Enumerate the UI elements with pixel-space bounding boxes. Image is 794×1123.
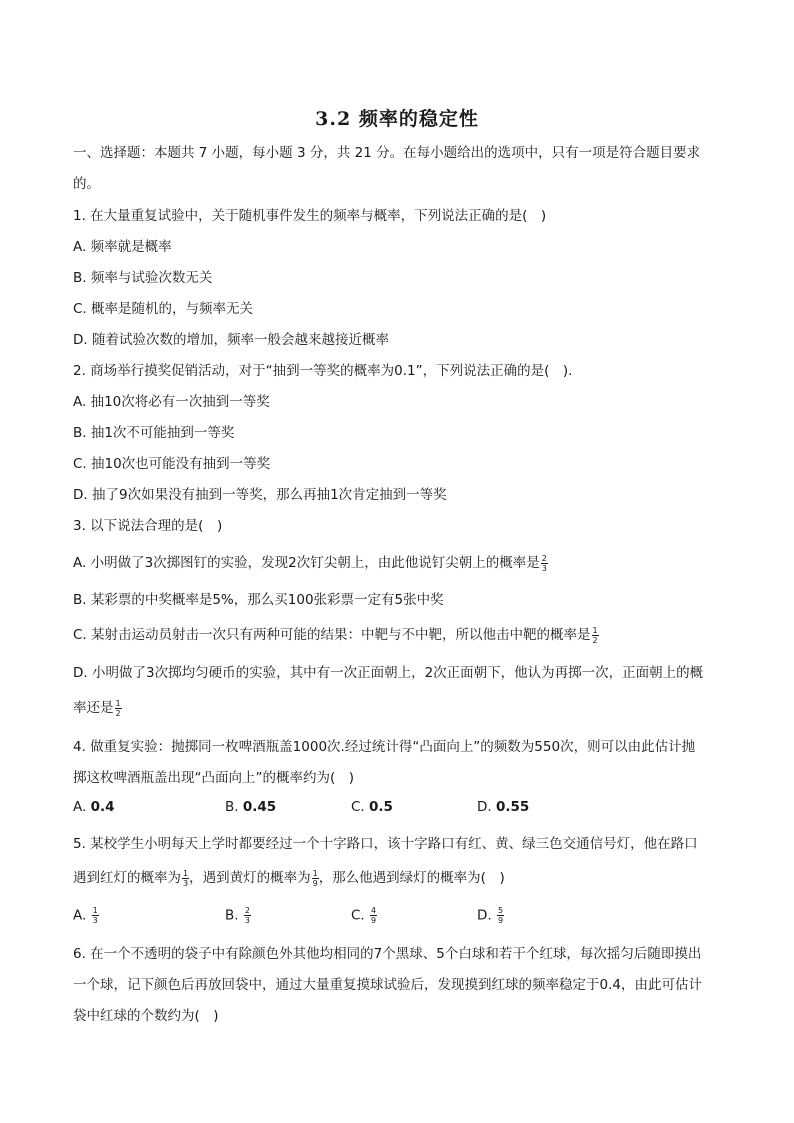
- q1-stem: 1. 在大量重复试验中，关于随机事件发生的频率与概率，下列说法正确的是( ): [73, 208, 547, 224]
- q2-stem: 2. 商场举行摸奖促销活动，对于“抽到一等奖的概率为0.1”，下列说法正确的是( ).: [73, 363, 573, 379]
- fraction: $\frac{1}{9}$: [312, 868, 318, 888]
- q6-stem-cont: 一个球，记下颜色后再放回袋中，通过大量重复摸球试验后，发现摸到红球的频率稳定于0.4，由此可估计: [73, 977, 702, 993]
- q4-options: [73, 799, 723, 821]
- fraction: $\frac{5}{9}$: [497, 906, 504, 925]
- q1-option-b: B. 频率与试验次数无关: [73, 270, 213, 286]
- q4-stem: 4. 做重复实验：抛掷同一枚啤酒瓶盖1000次.经过统计得“凸面向上”的频数为550次，则可以由此估计抛: [73, 739, 696, 755]
- fraction: $\frac{2}{3}$: [541, 553, 547, 573]
- fraction: $\frac{1}{3}$: [183, 868, 189, 888]
- q4-option-d: D. 0.55: [477, 799, 530, 815]
- q5-stem-cont: 遇到红灯的概率为 $\frac{1}{3}$ ，遇到黄灯的概率为 $\frac{1}{9}$ ，那么他遇到绿灯的概率为( ): [73, 868, 505, 888]
- q2-option-c: C. 抽10次也可能没有抽到一等奖: [73, 456, 271, 472]
- q5-option-b: B. $\frac{2}{3}$: [225, 906, 250, 925]
- q5-options: [73, 906, 723, 928]
- q2-option-b: B. 抽1次不可能抽到一等奖: [73, 425, 235, 441]
- q2-option-d: D. 抽了9次如果没有抽到一等奖，那么再抽1次肯定抽到一等奖: [73, 487, 447, 503]
- q4-option-a: A. 0.4: [73, 799, 115, 815]
- q1-option-a: A. 频率就是概率: [73, 239, 172, 255]
- q1-option-c: C. 概率是随机的，与频率无关: [73, 301, 254, 317]
- q3-option-d: D. 小明做了3次掷均匀硬币的实验，其中有一次正面朝上，2次正面朝下，他认为再掷一次，正面朝上的概: [73, 665, 704, 681]
- q3-option-a-text: A. 小明做了3次掷图钉的实验，发现2次钉尖朝上，由此他说钉尖朝上的概率是: [73, 555, 540, 571]
- q5-stem: 5. 某校学生小明每天上学时都要经过一个十字路口，该十字路口有红、黄、绿三色交通信号灯，他在路口: [73, 836, 698, 852]
- q3-option-a: [73, 553, 723, 573]
- page-title: 3.2 频率的稳定性: [315, 108, 479, 130]
- section-instructions-cont: 的。: [73, 176, 100, 192]
- fraction: $\frac{2}{3}$: [244, 906, 250, 925]
- q5-option-c: C. $\frac{4}{9}$: [351, 906, 377, 925]
- q4-stem-cont: 掷这枚啤酒瓶盖出现“凸面向上”的概率约为( ): [73, 770, 355, 786]
- fraction: $\frac{1}{2}$: [592, 625, 598, 645]
- q2-option-a: A. 抽10次将必有一次抽到一等奖: [73, 394, 270, 410]
- section-instructions: 一、选择题：本题共 7 小题，每小题 3 分，共 21 分。在每小题给出的选项中，只有一项是符合题目要求: [73, 145, 701, 161]
- q3-option-c: [73, 625, 723, 645]
- q6-stem-cont-2: 袋中红球的个数约为( ): [73, 1008, 219, 1024]
- fraction: $\frac{4}{9}$: [371, 906, 377, 925]
- fraction: $\frac{1}{2}$: [115, 698, 121, 718]
- q4-option-c: C. 0.5: [351, 799, 393, 815]
- q1-option-d: D. 随着试验次数的增加，频率一般会越来越接近概率: [73, 332, 389, 348]
- q3-option-d-cont: [73, 698, 723, 718]
- q3-option-d-text: 率还是: [73, 700, 114, 716]
- q3-option-b: B. 某彩票的中奖概率是5%，那么买100张彩票一定有5张中奖: [73, 592, 444, 608]
- q3-stem: 3. 以下说法合理的是( ): [73, 518, 223, 534]
- q3-option-c-text: C. 某射击运动员射击一次只有两种可能的结果：中靶与不中靶，所以他击中靶的概率是: [73, 627, 591, 643]
- fraction: $\frac{1}{3}$: [92, 906, 98, 925]
- q4-option-b: B. 0.45: [225, 799, 277, 815]
- q6-stem: 6. 在一个不透明的袋子中有除颜色外其他均相同的7个黑球、5个白球和若干个红球，每次摇匀后随即摸出: [73, 946, 702, 962]
- q5-option-d: D. $\frac{5}{9}$: [477, 906, 504, 925]
- q5-option-a: A. $\frac{1}{3}$: [73, 906, 98, 925]
